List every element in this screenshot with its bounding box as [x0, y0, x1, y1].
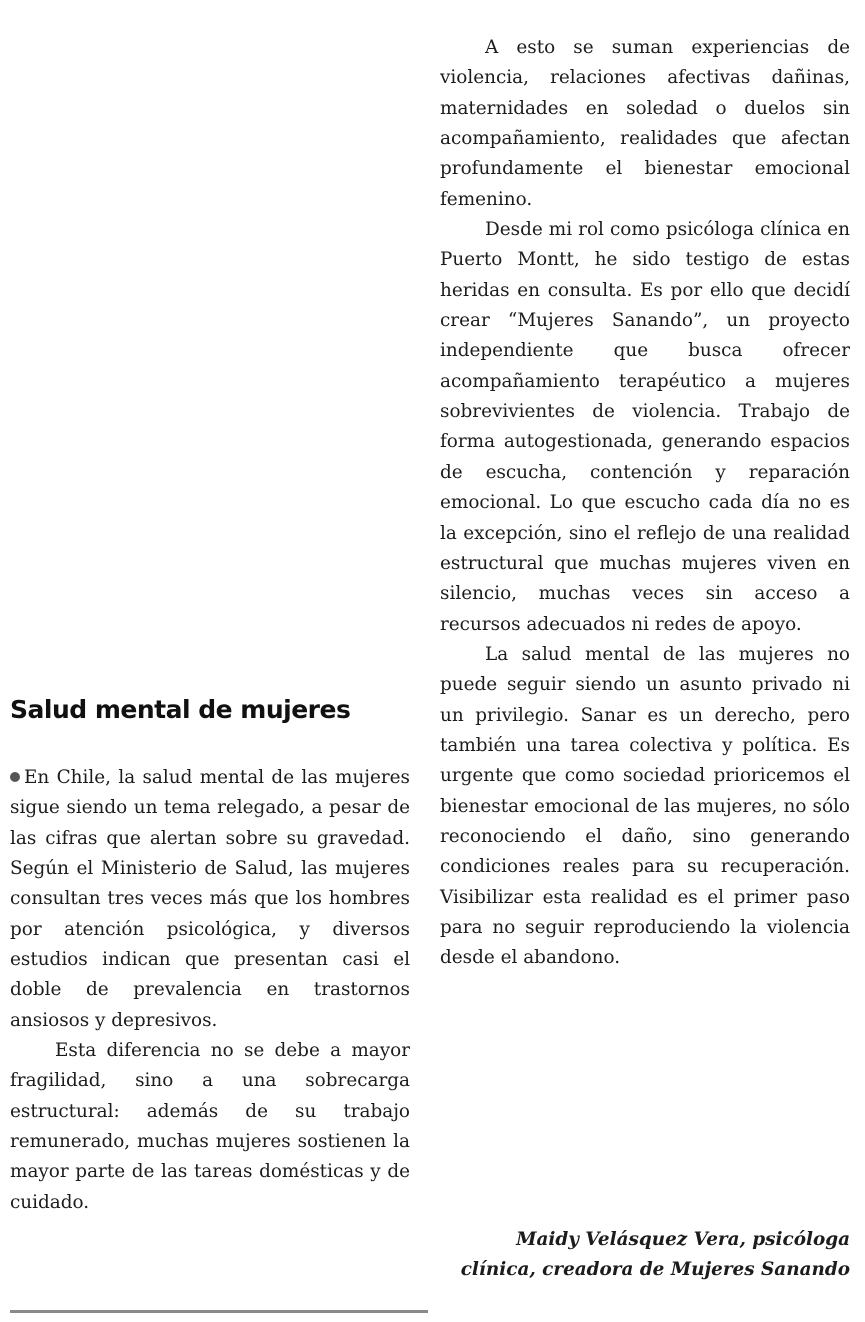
paragraph-intro-text: En Chile, la salud mental de las mujeres sigue siendo un tema relegado, a pesar de las cifras que alertan sobre su gravedad. Según el Ministerio de Salud, las mujeres consultan tres veces más que los hombres por atención psicológica, y diversos estudios indican que presentan casi el doble de prevalencia en trastornos ansiosos y depresivos.: [10, 767, 410, 1031]
paragraph-2: Esta diferencia no se debe a mayor fragilidad, sino a una sobrecarga estructural: además de su trabajo remunerado, muchas mujeres sostienen la mayor parte de las tareas domésticas y de cuidado.: [10, 1040, 410, 1213]
right-body: [440, 33, 850, 974]
left-body: [10, 763, 410, 1218]
paragraph-intro: [10, 763, 410, 1036]
paragraph-3: A esto se suman experiencias de violencia, relaciones afectivas dañinas, maternidades en soledad o duelos sin acompañamiento, realidades que afectan profundamente el bienestar emocional femenino.: [440, 37, 850, 210]
right-column: [440, 0, 850, 1322]
left-column: [10, 0, 410, 1322]
bottom-divider: [10, 1310, 428, 1313]
paragraph-4: Desde mi rol como psicóloga clínica en Puerto Montt, he sido testigo de estas heridas en consulta. Es por ello que decidí crear “Mujeres Sanando”, un proyecto independiente que busca ofrecer acompañamiento terapéutico a mujeres sobrevivientes de violencia. Trabajo de forma autogestionada, generando espacios de escucha, contención y reparación emocional. Lo que escucho cada día no es la excepción, sino el reflejo de una realidad estructural que muchas mujeres viven en silencio, muchas veces sin acceso a recursos adecuados ni redes de apoyo.: [440, 219, 850, 635]
paragraph-5: La salud mental de las mujeres no puede seguir siendo un asunto privado ni un privilegio. Sanar es un derecho, pero también una tarea colectiva y política. Es urgente que como sociedad prioricemos el bienestar emocional de las mujeres, no sólo reconociendo el daño, sino generando condiciones reales para su recuperación. Visibilizar esta realidad es el primer paso para no seguir reproduciendo la violencia desde el abandono.: [440, 643, 850, 969]
author-signature: Maidy Velásquez Vera, psicóloga clínica, creadora de Mujeres Sanando: [460, 1229, 850, 1281]
bullet-dot-icon: [10, 772, 20, 782]
article-headline: Salud mental de mujeres: [10, 695, 351, 724]
